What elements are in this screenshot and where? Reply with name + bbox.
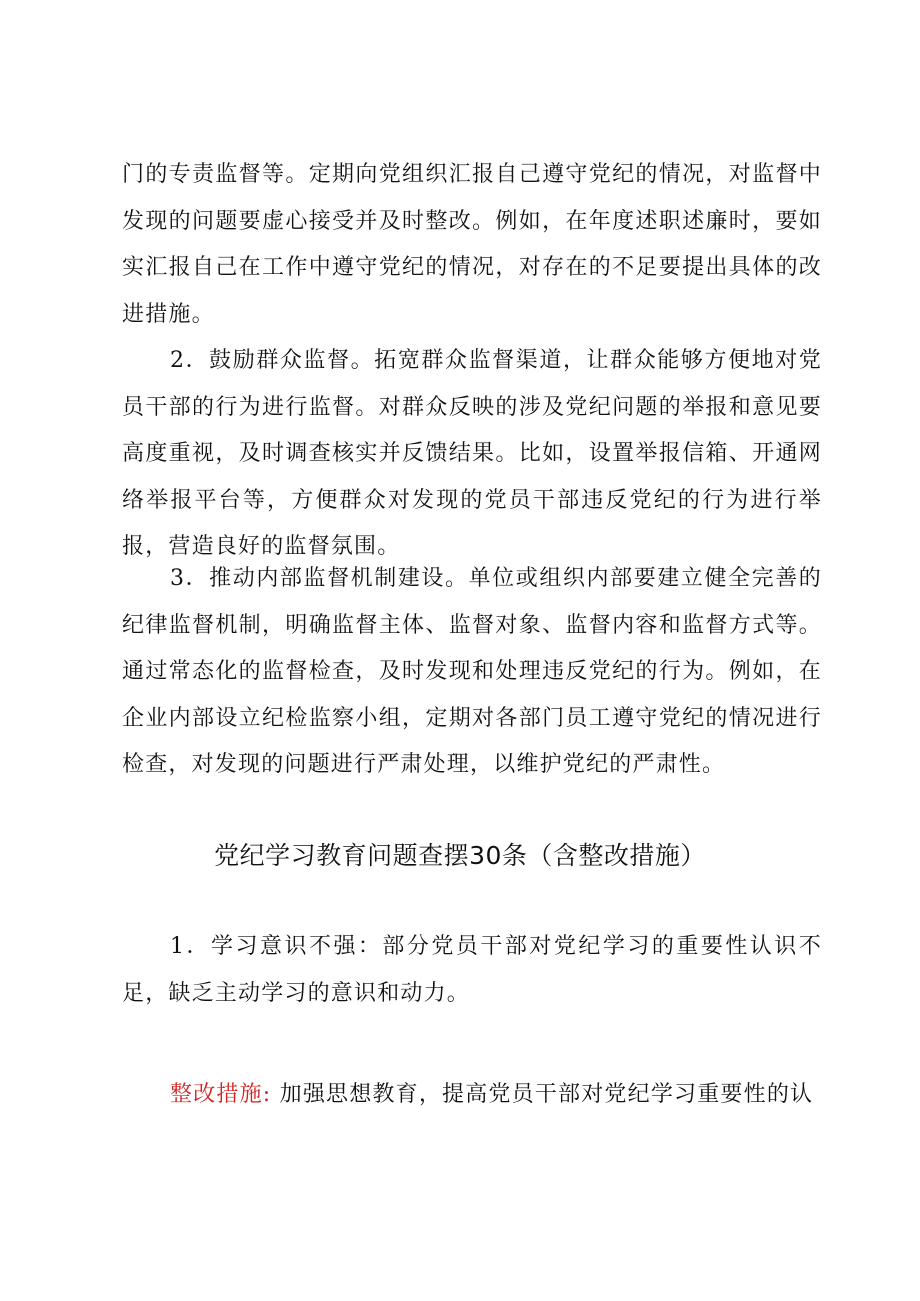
measure-label: 整改措施: bbox=[170, 1082, 272, 1107]
item-2-paragraph: 2．鼓励群众监督。拓宽群众监督渠道，让群众能够方便地对党员干部的行为进行监督。对群众反映的涉及党纪问题的举报和意见要高度重视，及时调查核实并反馈结果。比如，设置举报信箱、开通网络举报平台等，方便群众对发现的党员干部违反党纪的行为进行举报，营造良好的监督氛围。 bbox=[122, 348, 822, 559]
issue-1-paragraph: 1．学习意识不强：部分党员干部对党纪学习的重要性认识不足，缺乏主动学习的意识和动力。 bbox=[122, 934, 822, 1006]
measure-paragraph bbox=[122, 1072, 822, 1119]
intro-paragraph: 门的专责监督等。定期向党组织汇报自己遵守党纪的情况，对监督中发现的问题要虚心接受并及时整改。例如，在年度述职述廉时，要如实汇报自己在工作中遵守党纪的情况，对存在的不足要提出具体的改进措施。 bbox=[122, 162, 822, 327]
section-title: 党纪学习教育问题查摆30条（含整改措施） bbox=[214, 841, 706, 870]
item-3-paragraph: 3．推动内部监督机制建设。单位或组织内部要建立健全完善的纪律监督机制，明确监督主体、监督对象、监督内容和监督方式等。通过常态化的监督检查，及时发现和处理违反党纪的行为。例如，在企业内部设立纪检监察小组，定期对各部门员工遵守党纪的情况进行检查，对发现的问题进行严肃处理，以维护党纪的严肃性。 bbox=[122, 566, 822, 777]
measure-text: 加强思想教育，提高党员干部对党纪学习重要性的认 bbox=[271, 1082, 814, 1107]
